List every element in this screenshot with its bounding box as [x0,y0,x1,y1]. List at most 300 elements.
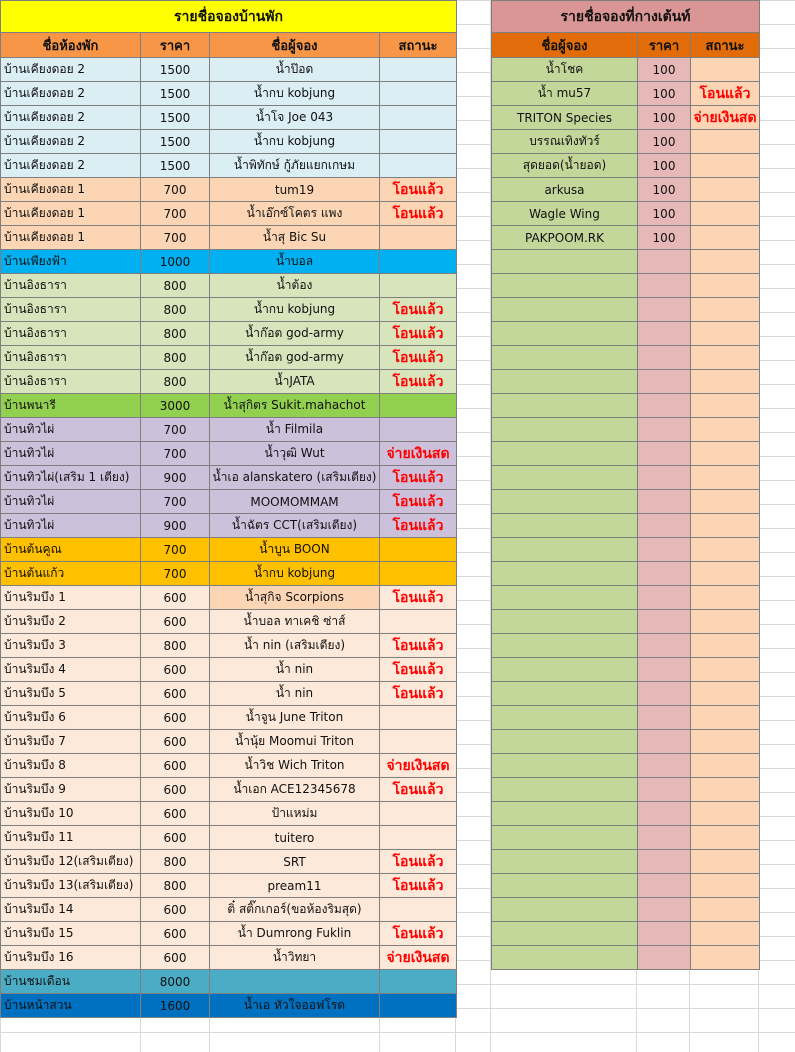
price-cell[interactable]: 600 [141,778,210,802]
status-cell[interactable] [691,850,760,874]
price-cell[interactable]: 700 [141,178,210,202]
booker-name-cell[interactable]: น้ำกบ kobjung [210,130,380,154]
status-cell[interactable] [691,562,760,586]
booker-name-cell[interactable]: tum19 [210,178,380,202]
house-row [1,130,457,154]
status-cell[interactable] [691,514,760,538]
booker-name-cell[interactable] [492,634,638,658]
tent-row [492,922,760,946]
price-cell[interactable]: 1500 [141,130,210,154]
room-name-cell[interactable]: บ้านริมบึง 13(เสริมเตียง) [1,874,141,898]
price-cell[interactable] [638,850,691,874]
tent-row [492,202,760,226]
price-cell[interactable]: 1500 [141,106,210,130]
booker-name-cell[interactable]: น้ำสุ Bic Su [210,226,380,250]
booker-name-cell[interactable] [492,322,638,346]
status-cell[interactable] [380,418,457,442]
tent-row [492,562,760,586]
status-cell[interactable]: โอนแล้ว [380,658,457,682]
price-cell[interactable]: 700 [141,418,210,442]
status-cell[interactable] [691,802,760,826]
status-cell[interactable] [691,634,760,658]
booker-name-cell[interactable] [492,274,638,298]
price-cell[interactable] [638,586,691,610]
room-name-cell[interactable]: บ้านทิวไผ่ [1,514,141,538]
price-cell[interactable]: 900 [141,466,210,490]
status-cell[interactable] [691,922,760,946]
header-room-name[interactable]: ชื่อห้องพัก [1,33,141,58]
price-cell[interactable] [638,394,691,418]
status-cell[interactable] [691,778,760,802]
price-cell[interactable]: 700 [141,442,210,466]
price-cell[interactable] [638,682,691,706]
room-name-cell[interactable]: บ้านเคียงดอย 2 [1,130,141,154]
booker-name-cell[interactable]: น้ำสุกิจ Scorpions [210,586,380,610]
price-cell[interactable]: 100 [638,58,691,82]
price-cell[interactable]: 600 [141,586,210,610]
booker-name-cell[interactable]: น้ำพิทักษ์ กู้ภัยแยกเกษม [210,154,380,178]
booker-name-cell[interactable] [492,898,638,922]
price-cell[interactable] [638,298,691,322]
booker-name-cell[interactable] [492,562,638,586]
price-cell[interactable]: 800 [141,298,210,322]
room-name-cell[interactable]: บ้านทิวไผ่ [1,442,141,466]
price-cell[interactable]: 700 [141,202,210,226]
status-cell[interactable]: โอนแล้ว [380,298,457,322]
price-cell[interactable]: 900 [141,514,210,538]
price-cell[interactable] [638,514,691,538]
status-cell[interactable]: จ่ายเงินสด [380,946,457,970]
booker-name-cell[interactable]: น้ำวุฒิ Wut [210,442,380,466]
price-cell[interactable] [638,538,691,562]
status-cell[interactable]: โอนแล้ว [380,346,457,370]
price-cell[interactable]: 100 [638,202,691,226]
booker-name-cell[interactable]: น้ำบูน BOON [210,538,380,562]
price-cell[interactable]: 100 [638,130,691,154]
house-booking-title[interactable]: รายชื่อจองบ้านพัก [1,1,457,33]
house-row [1,946,457,970]
status-cell[interactable] [691,658,760,682]
booker-name-cell[interactable]: น้ำ nin (เสริมเตียง) [210,634,380,658]
price-cell[interactable] [638,370,691,394]
booker-name-cell[interactable]: น้ำต้อง [210,274,380,298]
status-cell[interactable] [380,898,457,922]
price-cell[interactable] [638,826,691,850]
price-cell[interactable] [638,706,691,730]
price-cell[interactable] [638,442,691,466]
booker-name-cell[interactable] [492,682,638,706]
price-cell[interactable]: 100 [638,154,691,178]
status-cell[interactable] [691,154,760,178]
status-cell[interactable]: โอนแล้ว [380,682,457,706]
price-cell[interactable]: 600 [141,946,210,970]
price-cell[interactable]: 1600 [141,994,210,1018]
price-cell[interactable] [638,922,691,946]
room-name-cell[interactable]: บ้านริมบึง 9 [1,778,141,802]
room-name-cell[interactable]: บ้านเคียงดอย 1 [1,178,141,202]
price-cell[interactable]: 600 [141,730,210,754]
status-cell[interactable] [691,178,760,202]
room-name-cell[interactable]: บ้านเคียงดอย 2 [1,154,141,178]
status-cell[interactable]: โอนแล้ว [380,850,457,874]
status-cell[interactable] [380,970,457,994]
status-cell[interactable] [691,682,760,706]
booker-name-cell[interactable] [492,514,638,538]
room-name-cell[interactable]: บ้านเคียงดอย 1 [1,226,141,250]
booker-name-cell[interactable] [210,970,380,994]
house-row [1,754,457,778]
status-cell[interactable] [691,394,760,418]
price-cell[interactable]: 700 [141,538,210,562]
room-name-cell[interactable]: บ้านริมบึง 12(เสริมเตียง) [1,850,141,874]
status-cell[interactable] [380,82,457,106]
price-cell[interactable]: 800 [141,874,210,898]
booker-name-cell[interactable]: arkusa [492,178,638,202]
booker-name-cell[interactable] [492,922,638,946]
header-price[interactable]: ราคา [141,33,210,58]
tent-row [492,274,760,298]
status-cell[interactable]: โอนแล้ว [380,874,457,898]
price-cell[interactable] [638,634,691,658]
booker-name-cell[interactable]: น้ำวิช Wich Triton [210,754,380,778]
room-name-cell[interactable]: บ้านหน้าสวน [1,994,141,1018]
house-row [1,562,457,586]
room-name-cell[interactable]: บ้านริมบึง 5 [1,682,141,706]
status-cell[interactable] [691,466,760,490]
booker-name-cell[interactable]: น้ำ Dumrong Fuklin [210,922,380,946]
booker-name-cell[interactable]: น้ำกบ kobjung [210,298,380,322]
price-cell[interactable] [638,346,691,370]
booker-name-cell[interactable]: น้ำจูน June Triton [210,706,380,730]
booker-name-cell[interactable] [492,874,638,898]
price-cell[interactable]: 800 [141,850,210,874]
header-booker-name[interactable]: ชื่อผู้จอง [492,33,638,58]
price-cell[interactable] [638,802,691,826]
room-name-cell[interactable]: บ้านเคียงดอย 2 [1,106,141,130]
booker-name-cell[interactable]: น้ำ nin [210,682,380,706]
booker-name-cell[interactable]: ป้าแหม่ม [210,802,380,826]
room-name-cell[interactable]: บ้านเคียงดอย 1 [1,202,141,226]
room-name-cell[interactable]: บ้านอิงธารา [1,370,141,394]
status-cell[interactable] [691,274,760,298]
status-cell[interactable] [380,154,457,178]
price-cell[interactable]: 100 [638,178,691,202]
status-cell[interactable] [380,394,457,418]
booker-name-cell[interactable]: น้ำ mu57 [492,82,638,106]
booker-name-cell[interactable] [492,754,638,778]
price-cell[interactable] [638,466,691,490]
room-name-cell[interactable]: บ้านต้นคูณ [1,538,141,562]
booker-name-cell[interactable]: tuitero [210,826,380,850]
status-cell[interactable]: โอนแล้ว [380,922,457,946]
status-cell[interactable]: จ่ายเงินสด [380,754,457,778]
booker-name-cell[interactable]: TRITON Species [492,106,638,130]
booker-name-cell[interactable] [492,850,638,874]
status-cell[interactable]: โอนแล้ว [380,634,457,658]
status-cell[interactable]: โอนแล้ว [380,370,457,394]
booker-name-cell[interactable] [492,538,638,562]
price-cell[interactable]: 600 [141,826,210,850]
header-price[interactable]: ราคา [638,33,691,58]
price-cell[interactable]: 1500 [141,154,210,178]
house-row [1,418,457,442]
price-cell[interactable]: 3000 [141,394,210,418]
room-name-cell[interactable]: บ้านอิงธารา [1,274,141,298]
booker-name-cell[interactable] [492,730,638,754]
booker-name-cell[interactable] [492,346,638,370]
booker-name-cell[interactable]: SRT [210,850,380,874]
booker-name-cell[interactable] [492,298,638,322]
status-cell[interactable] [691,730,760,754]
status-cell[interactable]: โอนแล้ว [380,490,457,514]
status-cell[interactable]: โอนแล้ว [380,322,457,346]
status-cell[interactable]: โอนแล้ว [380,202,457,226]
price-cell[interactable]: 700 [141,562,210,586]
status-cell[interactable] [691,226,760,250]
room-name-cell[interactable]: บ้านทิวไผ่(เสริม 1 เตียง) [1,466,141,490]
room-name-cell[interactable]: บ้านทิวไผ่ [1,490,141,514]
price-cell[interactable]: 1500 [141,82,210,106]
booker-name-cell[interactable]: น้ำ Filmila [210,418,380,442]
room-name-cell[interactable]: บ้านทิวไผ่ [1,418,141,442]
price-cell[interactable]: 600 [141,610,210,634]
status-cell[interactable]: จ่ายเงินสด [380,442,457,466]
status-cell[interactable]: โอนแล้ว [380,778,457,802]
tent-row [492,826,760,850]
booker-name-cell[interactable] [492,418,638,442]
status-cell[interactable] [380,706,457,730]
price-cell[interactable] [638,874,691,898]
booker-name-cell[interactable]: น้ำเอ๊กซ์โคตร แพง [210,202,380,226]
status-cell[interactable] [380,802,457,826]
price-cell[interactable]: 600 [141,922,210,946]
room-name-cell[interactable]: บ้านอิงธารา [1,298,141,322]
booker-name-cell[interactable]: น้ำบอล [210,250,380,274]
booker-name-cell[interactable] [492,826,638,850]
booker-name-cell[interactable] [492,466,638,490]
booker-name-cell[interactable] [492,394,638,418]
price-cell[interactable] [638,250,691,274]
booker-name-cell[interactable]: PAKPOOM.RK [492,226,638,250]
price-cell[interactable]: 800 [141,322,210,346]
booker-name-cell[interactable]: น้ำฉัตร CCT(เสริมเตียง) [210,514,380,538]
price-cell[interactable]: 600 [141,898,210,922]
price-cell[interactable] [638,898,691,922]
booker-name-cell[interactable]: น้ำJATA [210,370,380,394]
status-cell[interactable] [691,490,760,514]
booker-name-cell[interactable]: น้ำสุกิตร Sukit.mahachot [210,394,380,418]
booker-name-cell[interactable]: ติ๋ สติ๊กเกอร์(ขอห้องริมสุด) [210,898,380,922]
status-cell[interactable]: โอนแล้ว [691,82,760,106]
booker-name-cell[interactable]: MOOMOMMAM [210,490,380,514]
status-cell[interactable] [380,274,457,298]
booker-name-cell[interactable]: น้ำเอ alanskatero (เสริมเตียง) [210,466,380,490]
booker-name-cell[interactable]: น้ำเอ หัวใจออฟโรด [210,994,380,1018]
house-row [1,154,457,178]
status-cell[interactable] [691,250,760,274]
booker-name-cell[interactable] [492,586,638,610]
price-cell[interactable]: 700 [141,490,210,514]
status-cell[interactable] [380,250,457,274]
tent-row [492,634,760,658]
price-cell[interactable]: 800 [141,346,210,370]
status-cell[interactable] [380,610,457,634]
status-cell[interactable] [691,346,760,370]
price-cell[interactable]: 600 [141,802,210,826]
status-cell[interactable] [691,202,760,226]
price-cell[interactable] [638,490,691,514]
house-row [1,442,457,466]
status-cell[interactable] [691,322,760,346]
room-name-cell[interactable]: บ้านต้นแก้ว [1,562,141,586]
room-name-cell[interactable]: บ้านริมบึง 16 [1,946,141,970]
room-name-cell[interactable]: บ้านริมบึง 1 [1,586,141,610]
room-name-cell[interactable]: บ้านริมบึง 6 [1,706,141,730]
price-cell[interactable]: 800 [141,634,210,658]
price-cell[interactable] [638,322,691,346]
booker-name-cell[interactable] [492,658,638,682]
booker-name-cell[interactable]: น้ำนุ้ย Moomui Triton [210,730,380,754]
price-cell[interactable]: 600 [141,658,210,682]
status-cell[interactable] [380,226,457,250]
price-cell[interactable] [638,658,691,682]
room-name-cell[interactable]: บ้านริมบึง 4 [1,658,141,682]
room-name-cell[interactable]: บ้านเคียงดอย 2 [1,82,141,106]
price-cell[interactable]: 600 [141,682,210,706]
price-cell[interactable] [638,274,691,298]
room-name-cell[interactable]: บ้านชมเดือน [1,970,141,994]
status-cell[interactable] [691,610,760,634]
price-cell[interactable]: 8000 [141,970,210,994]
status-cell[interactable] [691,706,760,730]
room-name-cell[interactable]: บ้านริมบึง 7 [1,730,141,754]
booker-name-cell[interactable]: บรรณเทิงทัวร์ [492,130,638,154]
price-cell[interactable] [638,562,691,586]
room-name-cell[interactable]: บ้านริมบึง 11 [1,826,141,850]
room-name-cell[interactable]: บ้านเคียงดอย 2 [1,58,141,82]
room-name-cell[interactable]: บ้านริมบึง 14 [1,898,141,922]
booker-name-cell[interactable] [492,778,638,802]
status-cell[interactable] [691,58,760,82]
status-cell[interactable] [691,130,760,154]
booker-name-cell[interactable]: น้ำบอล ทาเคชิ ซ่าส์ [210,610,380,634]
room-name-cell[interactable]: บ้านพนารี [1,394,141,418]
status-cell[interactable] [691,826,760,850]
room-name-cell[interactable]: บ้านริมบึง 2 [1,610,141,634]
booker-name-cell[interactable] [492,490,638,514]
price-cell[interactable]: 600 [141,706,210,730]
status-cell[interactable] [691,586,760,610]
status-cell[interactable] [691,946,760,970]
booker-name-cell[interactable]: Wagle Wing [492,202,638,226]
booker-name-cell[interactable]: น้ำเอก ACE12345678 [210,778,380,802]
price-cell[interactable] [638,946,691,970]
booker-name-cell[interactable] [492,946,638,970]
status-cell[interactable]: จ่ายเงินสด [691,106,760,130]
status-cell[interactable] [691,370,760,394]
status-cell[interactable] [691,538,760,562]
status-cell[interactable] [691,754,760,778]
tent-row [492,874,760,898]
booker-name-cell[interactable]: น้ำวิทยา [210,946,380,970]
room-name-cell[interactable]: บ้านอิงธารา [1,346,141,370]
booker-name-cell[interactable] [492,250,638,274]
price-cell[interactable] [638,610,691,634]
status-cell[interactable] [691,418,760,442]
booker-name-cell[interactable] [492,610,638,634]
price-cell[interactable] [638,778,691,802]
booker-name-cell[interactable]: น้ำโชค [492,58,638,82]
status-cell[interactable] [380,106,457,130]
price-cell[interactable]: 800 [141,274,210,298]
status-cell[interactable] [691,298,760,322]
room-name-cell[interactable]: บ้านริมบึง 3 [1,634,141,658]
status-cell[interactable] [380,58,457,82]
room-name-cell[interactable]: บ้านริมบึง 10 [1,802,141,826]
status-cell[interactable]: โอนแล้ว [380,178,457,202]
booker-name-cell[interactable] [492,370,638,394]
booker-name-cell[interactable]: สุดยอด(น้ำยอด) [492,154,638,178]
status-cell[interactable] [691,898,760,922]
status-cell[interactable] [380,562,457,586]
price-cell[interactable]: 700 [141,226,210,250]
price-cell[interactable]: 100 [638,82,691,106]
status-cell[interactable] [380,826,457,850]
tent-row [492,250,760,274]
price-cell[interactable] [638,754,691,778]
tent-row [492,130,760,154]
price-cell[interactable] [638,730,691,754]
header-status[interactable]: สถานะ [380,33,457,58]
booker-name-cell[interactable] [492,706,638,730]
header-booker-name[interactable]: ชื่อผู้จอง [210,33,380,58]
booker-name-cell[interactable]: น้ำป๊อด [210,58,380,82]
room-name-cell[interactable]: บ้านริมบึง 15 [1,922,141,946]
booker-name-cell[interactable] [492,442,638,466]
tent-booking-title[interactable]: รายชื่อจองที่กางเต้นท์ [492,1,760,33]
status-cell[interactable] [691,442,760,466]
status-cell[interactable] [691,874,760,898]
price-cell[interactable] [638,418,691,442]
booker-name-cell[interactable]: น้ำก๊อต god-army [210,322,380,346]
status-cell[interactable]: โอนแล้ว [380,466,457,490]
status-cell[interactable] [380,130,457,154]
booker-name-cell[interactable]: น้ำก๊อต god-army [210,346,380,370]
room-name-cell[interactable]: บ้านอิงธารา [1,322,141,346]
price-cell[interactable]: 100 [638,226,691,250]
price-cell[interactable]: 800 [141,370,210,394]
room-name-cell[interactable]: บ้านเพียงฟ้า [1,250,141,274]
booker-name-cell[interactable] [492,802,638,826]
status-cell[interactable] [380,730,457,754]
booker-name-cell[interactable]: pream11 [210,874,380,898]
status-cell[interactable] [380,994,457,1018]
price-cell[interactable]: 600 [141,754,210,778]
header-status[interactable]: สถานะ [691,33,760,58]
status-cell[interactable]: โอนแล้ว [380,514,457,538]
price-cell[interactable]: 1500 [141,58,210,82]
booker-name-cell[interactable]: น้ำโจ Joe 043 [210,106,380,130]
booker-name-cell[interactable]: น้ำกบ kobjung [210,562,380,586]
price-cell[interactable]: 1000 [141,250,210,274]
tent-booking-table [491,0,760,970]
status-cell[interactable] [380,538,457,562]
status-cell[interactable]: โอนแล้ว [380,586,457,610]
price-cell[interactable]: 100 [638,106,691,130]
booker-name-cell[interactable]: น้ำ nin [210,658,380,682]
booker-name-cell[interactable]: น้ำกบ kobjung [210,82,380,106]
room-name-cell[interactable]: บ้านริมบึง 8 [1,754,141,778]
